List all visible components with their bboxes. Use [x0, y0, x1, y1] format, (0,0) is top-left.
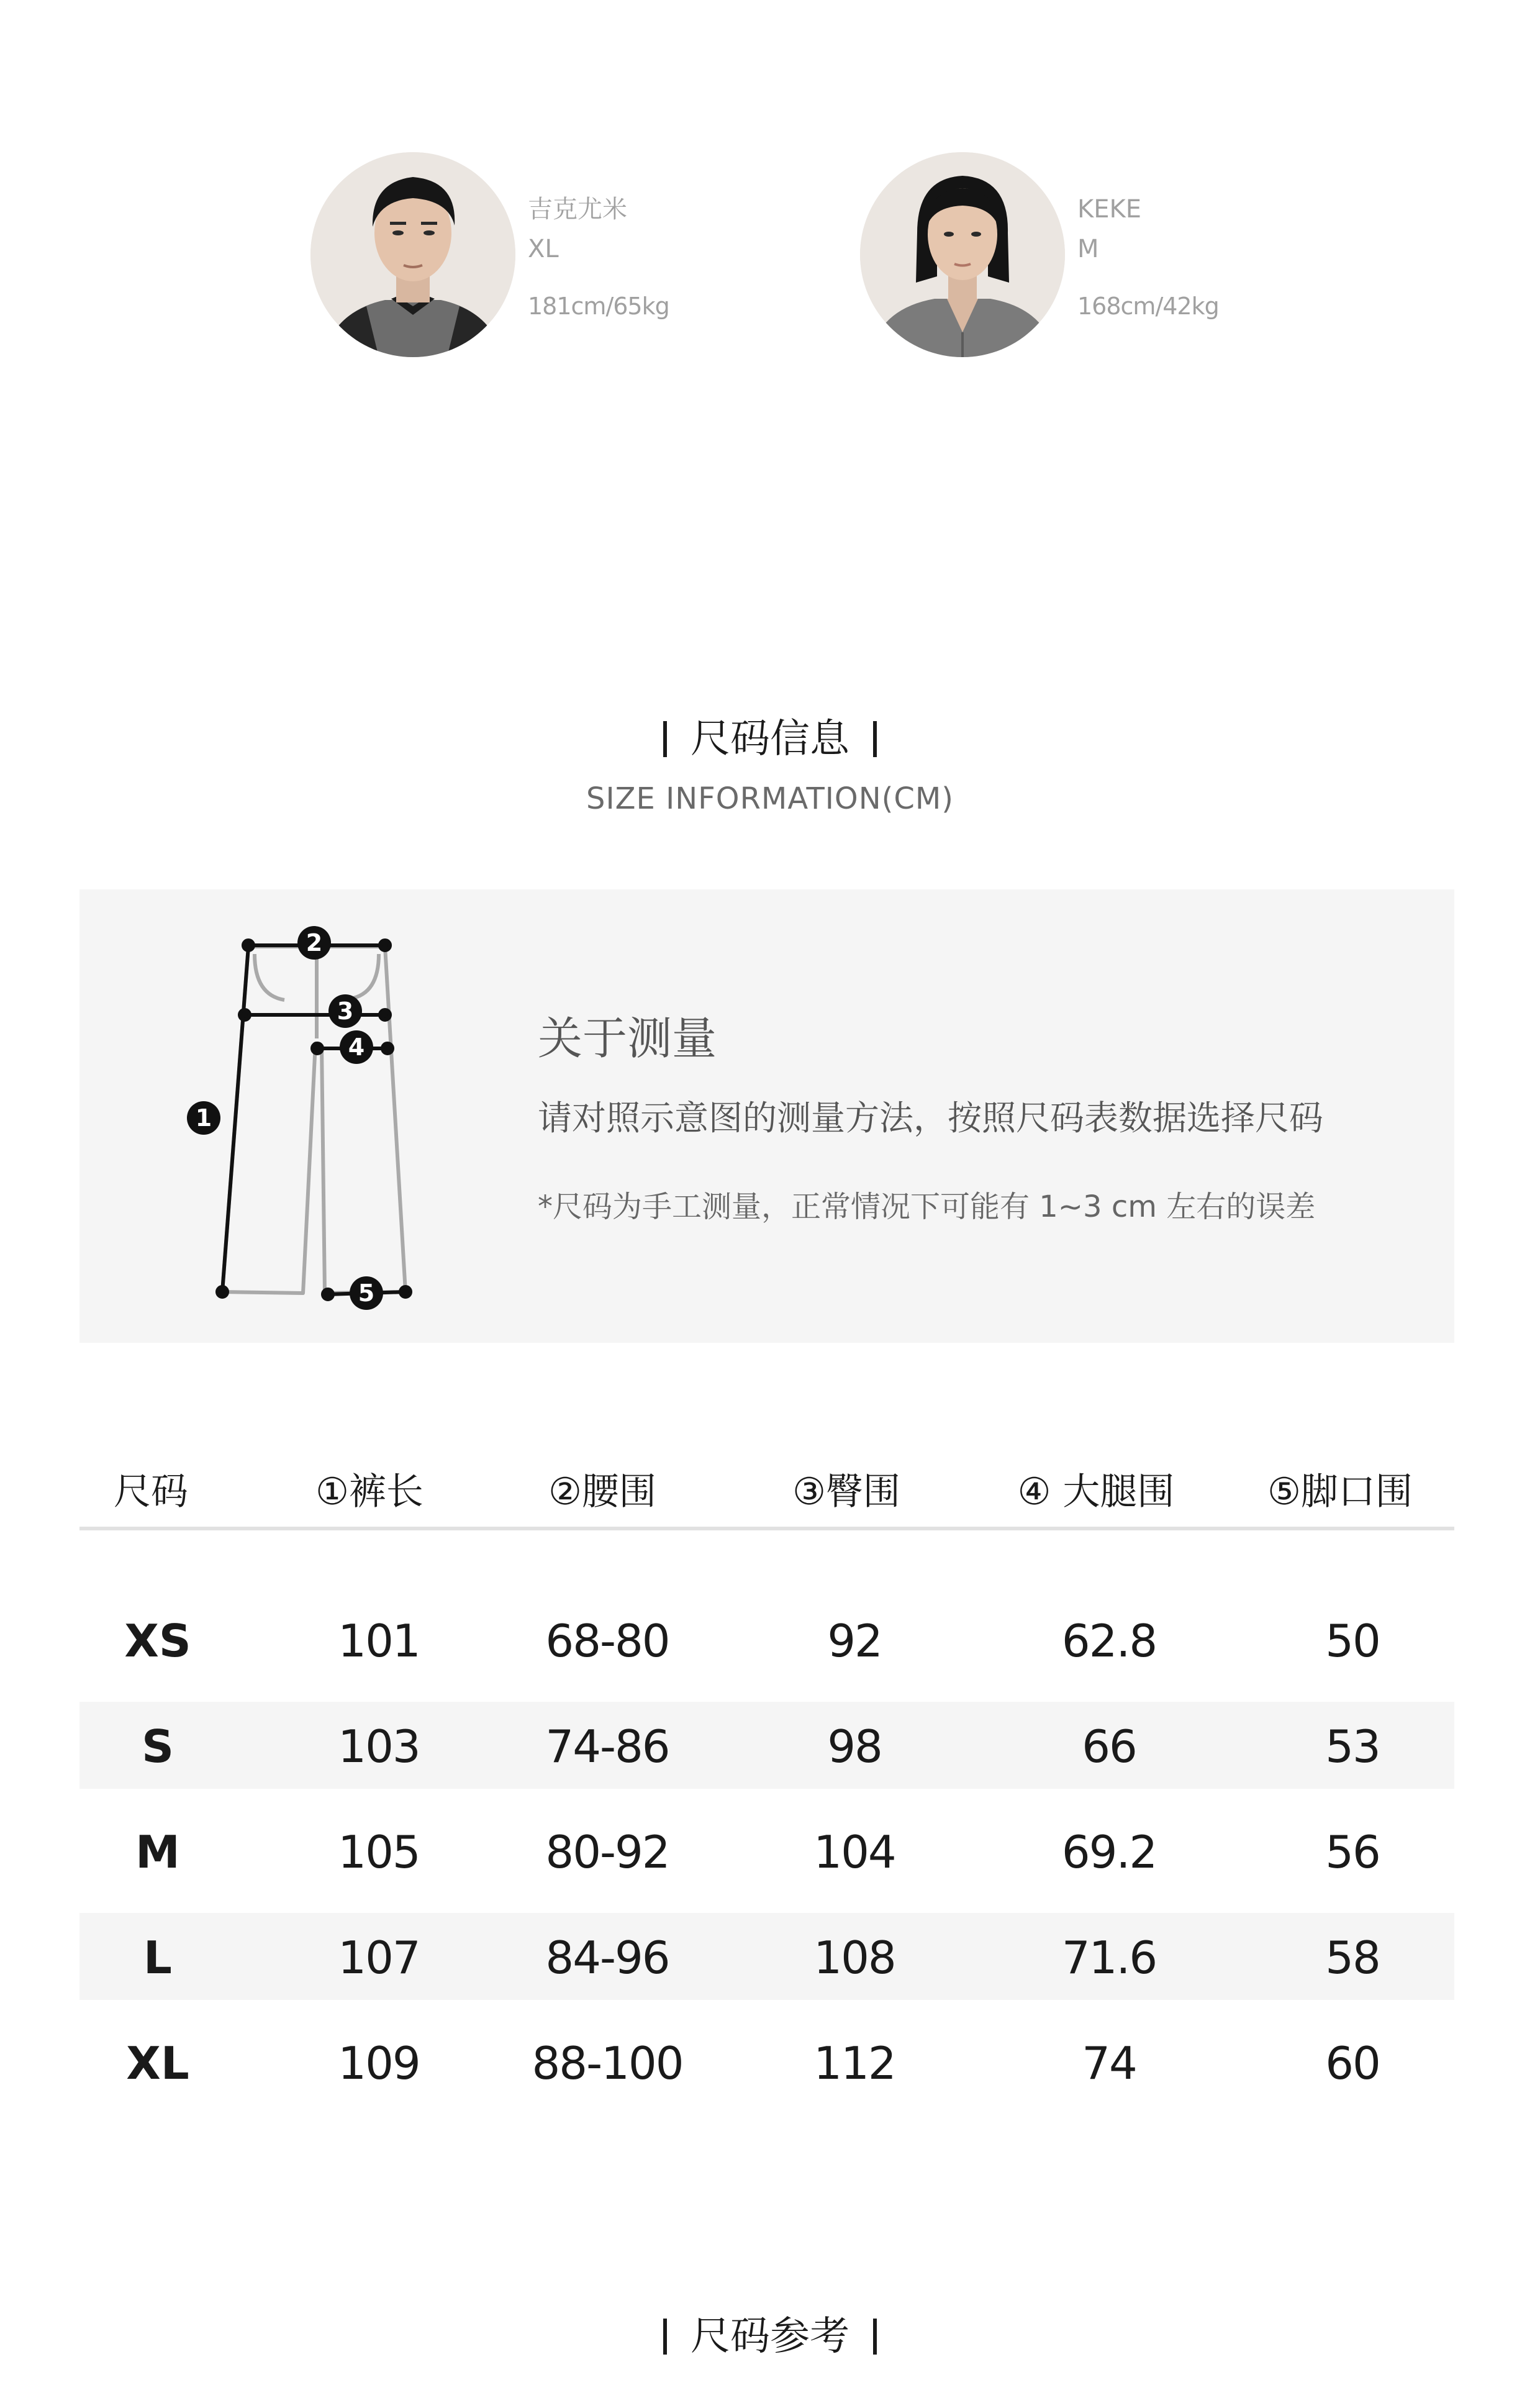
cell-size: L — [143, 1932, 172, 1984]
cell-thigh: 66 — [1082, 1720, 1136, 1773]
header-thigh: ④ 大腿围 — [1017, 1470, 1175, 1514]
svg-text:4: 4 — [348, 1034, 365, 1061]
cell-hip: 98 — [827, 1720, 882, 1773]
model-size: XL — [528, 235, 559, 263]
model-avatar-female — [860, 152, 1065, 357]
cell-length: 109 — [338, 2037, 420, 2089]
cell-hem: 56 — [1325, 1826, 1380, 1878]
model-size: M — [1077, 235, 1099, 263]
header-hip: ③臀围 — [792, 1470, 900, 1514]
table-row — [79, 1913, 1454, 2000]
cell-thigh: 69.2 — [1061, 1826, 1157, 1878]
cell-hip: 108 — [813, 1932, 895, 1984]
model-card-2 — [860, 152, 1295, 370]
cell-waist: 84-96 — [545, 1932, 669, 1984]
cell-waist: 68-80 — [545, 1615, 669, 1667]
marker-3 — [328, 994, 362, 1028]
cell-size: S — [142, 1720, 174, 1773]
marker-4 — [340, 1030, 373, 1064]
measurement-note: *尺码为手工测量，正常情况下可能有 1~3 cm 左右的误差 — [538, 1189, 1316, 1224]
size-reference-title: 尺码参考 — [0, 2304, 1540, 2361]
table-row — [79, 1807, 1454, 1894]
cell-hem: 50 — [1325, 1615, 1380, 1667]
size-table — [79, 1441, 1454, 2089]
title-divider — [873, 721, 877, 757]
cell-length: 107 — [338, 1932, 420, 1984]
title-divider — [873, 2319, 877, 2355]
cell-size: XS — [124, 1615, 191, 1667]
size-info-subtitle: SIZE INFORMATION(CM) — [586, 781, 954, 816]
cell-size: M — [135, 1826, 180, 1878]
marker-5 — [350, 1276, 383, 1310]
cell-waist: 74-86 — [545, 1720, 669, 1773]
table-row — [79, 1596, 1454, 1683]
cell-length: 103 — [338, 1720, 420, 1773]
svg-text:2: 2 — [306, 929, 323, 956]
measurement-panel — [79, 889, 1454, 1343]
cell-waist: 80-92 — [545, 1826, 669, 1878]
size-info-title: 尺码信息 — [0, 707, 1540, 764]
table-row — [79, 1702, 1454, 1789]
marker-1 — [187, 1101, 220, 1135]
table-row — [79, 2019, 1454, 2106]
title-divider — [663, 2319, 667, 2355]
cell-thigh: 62.8 — [1061, 1615, 1157, 1667]
cell-hem: 60 — [1325, 2037, 1380, 2089]
cell-hem: 58 — [1325, 1932, 1380, 1984]
model-name: KEKE — [1077, 195, 1142, 224]
svg-text:3: 3 — [337, 997, 354, 1025]
table-header — [79, 1441, 1454, 1530]
header-hem: ⑤脚口围 — [1267, 1470, 1413, 1514]
marker-2 — [297, 926, 331, 960]
cell-length: 105 — [338, 1826, 420, 1878]
model-card-1 — [310, 152, 745, 370]
header-length: ①裤长 — [315, 1470, 424, 1514]
cell-hip: 104 — [813, 1826, 895, 1878]
model-name: 吉克尤米 — [528, 195, 627, 224]
model-avatar-male — [310, 152, 515, 357]
cell-thigh: 74 — [1082, 2037, 1136, 2089]
cell-hip: 112 — [813, 2037, 895, 2089]
cell-thigh: 71.6 — [1061, 1932, 1157, 1984]
header-size: 尺码 — [114, 1470, 188, 1514]
pants-diagram — [79, 889, 514, 1343]
cell-hip: 92 — [827, 1615, 882, 1667]
cell-size: XL — [126, 2037, 189, 2089]
svg-text:5: 5 — [358, 1279, 375, 1307]
model-stats: 168cm/42kg — [1077, 293, 1219, 320]
cell-waist: 88-100 — [532, 2037, 683, 2089]
measurement-description: 请对照示意图的测量方法，按照尺码表数据选择尺码 — [538, 1098, 1324, 1138]
header-waist: ②腰围 — [548, 1470, 656, 1514]
cell-hem: 53 — [1325, 1720, 1380, 1773]
measurement-title: 关于测量 — [538, 1012, 717, 1065]
svg-text:1: 1 — [195, 1104, 212, 1132]
cell-length: 101 — [338, 1615, 420, 1667]
model-stats: 181cm/65kg — [528, 293, 669, 320]
title-divider — [663, 721, 667, 757]
